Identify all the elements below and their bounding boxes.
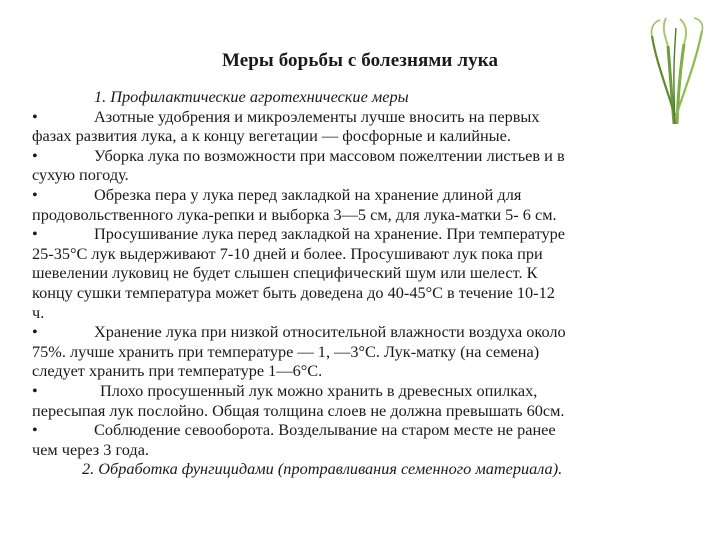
bullet: • bbox=[32, 145, 38, 165]
bullet: • bbox=[32, 106, 38, 126]
item-text: Хранение лука при низкой относительной влажности воздуха около bbox=[94, 322, 566, 342]
list-item bbox=[32, 107, 702, 146]
item-text: Обрезка пера у лука перед закладкой на хранение длиной для bbox=[94, 184, 522, 204]
item-text: 25-35°С лук выдерживают 7-10 дней и более. Просушивают лук пока при bbox=[32, 243, 543, 263]
page-title: Меры борьбы с болезнями лука bbox=[221, 50, 499, 71]
item-text: Соблюдение севооборота. Возделывание на старом месте не ранее bbox=[94, 420, 556, 440]
item-text: Уборка лука по возможности при массовом пожелтении листьев и в bbox=[94, 145, 565, 165]
item-text: чем через 3 года. bbox=[32, 439, 150, 459]
item-text: продовольственного лука-репки и выборка 3—5 см, для лука-матки 5- 6 см. bbox=[32, 204, 557, 224]
content-body bbox=[32, 87, 702, 479]
bullet: • bbox=[32, 420, 38, 440]
list-item bbox=[32, 381, 702, 420]
section-heading-1: 1. Профилактические агротехнические меры bbox=[94, 87, 409, 106]
item-text: фазах развития лука, а к концу вегетации — фосфорные и калийные. bbox=[32, 126, 511, 146]
bullet: • bbox=[32, 380, 38, 400]
item-text: сухую погоду. bbox=[32, 165, 129, 185]
bullet: • bbox=[32, 224, 38, 244]
item-text: Просушивание лука перед закладкой на хранение. При температуре bbox=[94, 224, 566, 244]
list-item bbox=[32, 322, 702, 381]
item-text: шевелении луковиц не будет слышен специфический шум или шелест. К bbox=[32, 263, 538, 283]
section-heading-2: 2. Обработка фунгицидами (протравливания семенного материала). bbox=[82, 459, 563, 479]
item-text: следует хранить при температуре 1—6°С. bbox=[32, 361, 323, 381]
list-item bbox=[32, 224, 702, 322]
list-item bbox=[32, 185, 702, 224]
bullet: • bbox=[32, 322, 38, 342]
item-text: Плохо просушенный лук можно хранить в древесных опилках, bbox=[100, 380, 538, 400]
item-text: ч. bbox=[32, 302, 45, 322]
item-text: Азотные удобрения и микроэлементы лучше вносить на первых bbox=[94, 106, 540, 126]
item-text: концу сушки температура может быть доведена до 40-45°С в течение 10-12 bbox=[32, 282, 555, 302]
item-text: пересыпая лук послойно. Общая толщина слоев не должна превышать 60см. bbox=[32, 400, 565, 420]
list-item bbox=[32, 146, 702, 185]
list-item bbox=[32, 420, 702, 459]
bullet: • bbox=[32, 184, 38, 204]
item-text: 75%. лучше хранить при температуре — 1, —3°С. Лук-матку (на семена) bbox=[32, 341, 540, 361]
